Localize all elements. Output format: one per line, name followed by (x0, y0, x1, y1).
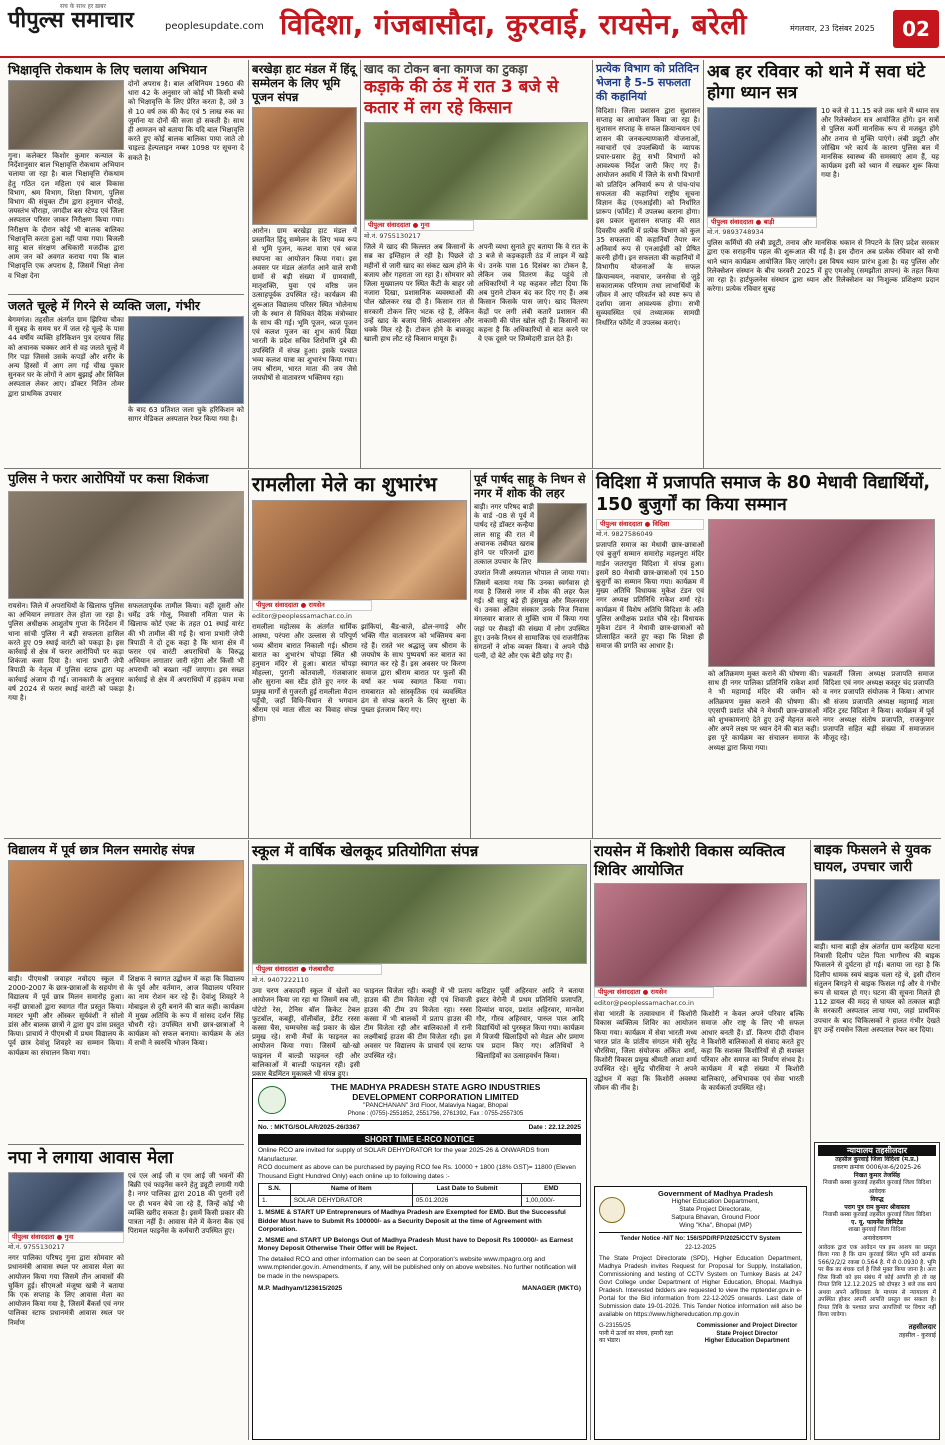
notice-text: 1. MSME & START UP Entrepreneurs of Madhya Pradesh are Exempted for EMD. But the Successful Bidder Must have to Submit Rs 100000/- as a Security Deposit at the time of Agreement with Corporation. (258, 1209, 566, 1234)
gov-address: Satpura Bhavan, Ground Floor (671, 1214, 760, 1221)
reporter-mobile: मो.नं. 9755130217 (364, 232, 421, 240)
notice-subtitle: तहसील कुरवाई जिला विदिशा (म.प्र.) (835, 1156, 919, 1163)
story-ramlila-fair (252, 472, 467, 836)
newspaper-logo: पीपुल्स समाचार (8, 8, 134, 33)
table-cell: SOLAR DEHYDRATOR (290, 1195, 412, 1207)
versus: विरुद्ध (870, 1195, 884, 1203)
story-obituary (474, 472, 589, 836)
table-cell: 05.01.2026 (412, 1195, 522, 1207)
notice-ref: No. : MKTG/SOLAR/2025-26/3367 (258, 1124, 360, 1131)
story-meditation-session (707, 62, 939, 466)
tender-text: The State Project Directorate (SPD), Higher Education Department, Madhya Pradesh invites Request for Proposal for Supply, Installation, Commissioning and testing of CCTV System on Turnkey Basis at 247 Govt College under Department of Higher Education, Bhopal, Madhya Pradesh. Interested bidders are requested to view the mptender.gov.in e-Portal for the Bid information from 22-12-2025 onwards. Last date of Submission date 19-01-2026. This Tender Notice information will also be available on https://www.highereducation.mp.gov.in (599, 1255, 802, 1319)
headline: पूर्व पार्षद साहू के निधन से नगर में शोक की लहर (474, 472, 586, 500)
slogan: पानी में ऊर्जा का संचय, हमारी रक्षा का भंडार। (599, 1330, 673, 1345)
column-rule (592, 470, 593, 838)
headline: पुलिस ने फरार आरोपियों पर कसा शिकंजा (8, 472, 209, 487)
story-photo (252, 500, 467, 600)
story-text: प्रजापति समाज का मेधावी छात्र-छात्राओं एवं बुजुर्ग सम्मान समारोह महलपुरा मंदिर गार्डन जतरापुरा विदिशा में संपन्न हुआ। इसमें 80 मेधावी छात्र-छात्राओं एवं 150 बुजुर्गों का सम्मान किया गया। कार्यक्रम में मुख्य अतिथि विधायक मुकेश टंडन एवं नगर अध्यक्ष प्रतिनिधि राकेश शर्मा रहे। कार्यक्रम में विशेष अतिथि विदिशा के अति पुलिस अधीक्षक प्रशांत चौबे रहे। विधायक मुकेश टंडन ने मेधावी छात्र-छात्राओं को प्रोत्साहित करते हुए कहा कि शिक्षा ही समाज की प्रगति का आधार है। (596, 541, 704, 651)
company-name: ए. यू. फायनेंस लिमिटेड (851, 1219, 903, 1226)
gov-address: Wing "Kha", Bhopal (MP) (679, 1222, 752, 1229)
reporter-email: editor@peoplessamachar.co.in (252, 612, 352, 620)
story-photo (594, 883, 807, 987)
logo-tagline: सच के साथ हर ख़बर (60, 3, 106, 10)
story-housing-fair (8, 1144, 244, 1440)
story-fertilizer-token (364, 62, 588, 466)
reporter-mobile: मो.नं. 9827586049 (596, 530, 653, 538)
photo-caption: पीपुल्स संवाददाता ● गुना (368, 221, 430, 229)
ad-gov-tender (594, 1186, 807, 1440)
story-text: बाड़ी। थाना बाड़ी क्षेत्र अंतर्गत ग्राम करहिया घटना निवासी दिलीप पटेल पिता भागीरथ की बाइक फिसलने से दुर्घटना हो गई। बताया जा रहा है कि दिलीप धामक स्वयं बाइक चला रहे थे, इसी दौरान संतुलन बिगड़ने से बाइक फिसल गई और वे गंभीर रूप से घायल हो गए। घटना की सूचना मिलते ही 112 डायल की मदद से घायल को तत्काल बाड़ी के सरकारी अस्पताल लाया गया, जहां प्राथमिक उपचार के बाद चिकित्सकों ने हालत गंभीर देखते हुए उन्हें रायसेन जिला अस्पताल रेफर कर दिया। (814, 943, 940, 1034)
headline: बाइक फिसलने से युवक घायल, उपचार जारी (814, 842, 931, 875)
headline: कड़ाके की ठंड में रात 3 बजे से कतार में लग रहे किसान (364, 77, 559, 118)
story-photo (252, 864, 587, 964)
story-text: अपनी व्यथा सुनाते हुए बताया कि वे रात के 3 बजे से कड़कड़ाती ठंड में लाइन में खड़े थे। उनके पास 16 दिसंबर का टोकन है, लेकिन जब वितरण केंद्र पहुंचे तो अधिकारियों ने यह कहकर लौटा दिया कि अब पुराने टोकन बंद कर दिए गए हैं। अब किसान किसके पास जाएं। खाद वितरण केंद्रों पर लगी लंबी कतारें प्रशासन की नाकामी की पोल खोल रही हैं। किसानों का कहना है कि अधिकारियों से बात करने पर वे एक दूसरे पर जिम्मेदारी डाल देते हैं। (478, 243, 588, 344)
story-text: के बाद 63 प्रतिशत जला चुके हरिकिशन को सागर मेडिकल अस्पताल रेफर किया गया है। (128, 406, 244, 424)
story-begging-campaign (8, 62, 244, 280)
agro-emblem-icon (258, 1086, 286, 1114)
story-stove-burn (8, 294, 244, 466)
headline: भिक्षावृत्ति रोकथाम के लिए चलाया अभियान (8, 62, 207, 77)
table-header: EMD (522, 1184, 581, 1196)
ad-code: M.P. Madhyam/123615/2025 (258, 1285, 343, 1293)
notice-text: The detailed RCO and other information can be seen at Corporation's website www.mpagro.org and www.mptender.gov.in. Amendments, if any, will be published only on above websites. No further notification will be made in the newspapers. (258, 1255, 577, 1280)
headline: विद्यालय में पूर्व छात्र मिलन समारोह संपन्न (8, 842, 195, 857)
story-photo (8, 860, 244, 972)
story-text: आरोन। ग्राम बरखेड़ा हाट मंडल में प्रस्तावित हिंदू सम्मेलन के लिए भव्य रूप से भूमि पूजन, कलश यात्रा एवं ध्वज स्थापना का आयोजन किया गया। इस अवसर पर मंडल अंतर्गत आने वाले सभी ग्रामों से बड़ी संख्या में ग्रामवासी, मातृशक्ति, युवा एवं वरिष्ठ जन उत्साहपूर्वक उपस्थित रहे। कार्यक्रम की शुरूआत विद्यालय परिसर स्थित भोलेनाथ जी के स्थान से विधिवत वैदिक मंत्रोच्चार के साथ की गई। भूमि पूजन, ध्वज पूजन एवं कलश पूजन का शुभ कार्य विद्या भारती के प्रदेश सचिव शिरोमणि दुबे की उपस्थिति में संपन्न हुआ। इसके पश्चात भव्य कलश यात्रा का शुभारंभ किया गया। जय श्रीराम, भारत माता की जय जैसे जयघोषों से वातावरण भक्तिमय रहा। (252, 227, 357, 383)
table-row (259, 1195, 581, 1207)
photo-caption: पीपुल्स संवाददाता ● गंजबासौदा (256, 965, 334, 973)
story-kishori-camp (594, 842, 807, 1182)
column-rule (592, 60, 593, 468)
row-rule (4, 838, 941, 839)
tender-date: 22-12-2025 (685, 1245, 716, 1252)
story-photo (252, 107, 357, 225)
notice-date: Date : 22.12.2025 (528, 1124, 581, 1131)
story-text: दोनों अपराध है। बाल अधिनियम 1960 की धारा 42 के अनुसार जो कोई भी किसी बच्चे को भिक्षावृत्ति के लिए प्रेरित करता है, उसे 3 से 10 वर्ष तक की कैद एवं 5 लाख रुक का जुर्माना या दोनों की सजा हो सकती है। साथ ही आमजन को बताया कि यदि बाल भिक्षावृत्ति करते हुए कोई बालक बालिका पाया जाते तो चाइल्ड हेल्पलाइन नम्बर 1098 पर सूचना दे सकते है। (128, 80, 244, 162)
date-line: मंगलवार, 23 दिसंबर 2025 (790, 24, 875, 33)
story-text: 10 बजे से 11.15 बजे तक थाने में ध्यान सत्र और रिलेक्सेशन सत्र आयोजित होंगे। इन सत्रों से पुलिस कर्मी मानसिक रूप से मजबूत होंगे और तनाव से मुक्ति पाएंगे। लंबी ड्यूटी और जोखिम भरे कार्य के कारण पुलिस बल में मानसिक स्वास्थ्य की समस्याएं आम हैं, यह कार्यक्रम इसी को ध्यान में रखकर शुरू किया गया है। (821, 107, 939, 180)
region-title: विदिशा, गंजबासौदा, कुरवाई, रायसेन, बरेली (280, 8, 747, 41)
story-text: कटिहार पूर्वी अहिरवार आदि ने बताया इस्टर वेरोनी में प्रथम प्रतिनिधि प्रजापति, दिव्यांश यादव, प्रशांत अहिरवार, मानवेश गौर, गौरव अहिरवार, पारुल पाल आदि विद्यार्थियों को पुरस्कृत किया गया। कार्यक्रम में विजयी खिलाड़ियों को मेडल और प्रमाण पत्र प्रदान किए गए। अतिथियों ने खिलाड़ियों का उत्साहवर्धन किया। (476, 987, 584, 1060)
gov-title: Government of Madhya Pradesh (657, 1189, 774, 1198)
signatory-location: तहसील - कुरवाई (898, 1331, 936, 1339)
story-text: किशोरी न केवल अपने परिवार बल्कि समाज और राष्ट्र के लिए भी सफल आधार बनती हैं। डॉ. किरण दीदी दीवान ने किशोरी बालिकाओं से संवाद करते हुए कहा कि सशक्त किशोरियों से ही सशक्त परिवार और समाज का निर्माण संभव है। कार्यक्रम में बड़ी संख्या में किशोरी बालिकाएं, अभिभावक एवं सेवा भारती के कार्यकर्ता उपस्थित रहे। (701, 1010, 804, 1092)
column-rule (360, 60, 361, 468)
headline: स्कूल में वार्षिक खेलकूद प्रतियोगिता संपन्न (252, 842, 479, 860)
headline: रायसेन में किशोरी विकास व्यक्तित्व शिविर आयोजित (594, 842, 785, 879)
org-address: "PANCHANAN" 3rd Floor, Malaviya Nagar, Bhopal (363, 1102, 508, 1109)
story-text: फाइनल विजेता रही। कबड्डी में भी प्रताप हाउस की टीम विजेता रही एवं शिवाजी हाउस की टीम उप विजेता रहा। रस्सा कस्सा में भी बालकों में प्रताप हाउस की टीम विजेता रही और बालिकाओं में रानी लक्ष्मीबाई हाउस की टीम विजेता रही। इस अवसर पर विद्यालय के प्राचार्य एवं स्टाफ उपस्थित रहे। (364, 987, 472, 1060)
headline: नपा ने लगाया आवास मेला (8, 1148, 174, 1168)
org-name: THE MADHYA PRADESH STATE AGRO INDUSTRIES (330, 1082, 541, 1092)
court-notice (814, 1142, 940, 1440)
respondent-address: निवासी कस्बा कुरवाई तहसील कुरवाई जिला विदिशा (823, 1211, 931, 1218)
reporter-mobile: मो.नं. 9407222110 (252, 976, 309, 984)
story-prajapati-samaj (596, 472, 939, 836)
masthead (0, 0, 945, 58)
gov-dept: Higher Education Department, (671, 1198, 760, 1205)
headline: रामलीला मेले का शुभारंभ (252, 472, 437, 496)
story-bike-accident (814, 842, 940, 1140)
photo-caption: पीपुल्स संवाददाता ● रायसेन (256, 601, 325, 609)
story-text: उमा चरण अकादमी स्कूल में खेलों का आयोजन किया जा रहा था जिसमें सब जी, पोटेटो रेस, टेनिस बॉल क्रिकेट टेबल फुटबॉल, कबड्डी, वॉलीबॉल, डेरीट रस्सा कस्सा चैस, चम्मचरेस कई प्रकार के खेल प्रमुख रहे। सभी मैचों के फाइनल का आयोजन किया गया। जिसमें खो-खो फाइनल में बाल्डी फाइनल रही और बालिकाओं में बाल्डी फाइनल रही। इसी प्रकार बैडमिंटन मुकाबले भी संपन्न हुए। (252, 987, 360, 1079)
column-rule (590, 840, 591, 1440)
column-rule (810, 840, 811, 1440)
ad-agro-tender (252, 1078, 587, 1440)
headline: अब हर रविवार को थाने में सवा घंटे होगा ध्यान सत्र (707, 62, 926, 103)
story-text: शिक्षक ने स्वागत उद्बोधन में कहा कि विद्यालय के पूर्व और वर्तमान, आज विद्यालय परिवार का नाम रोशन कर रहे हैं। देवांशु शिवहरे ने मोबाइल से दूरी बनाने की बात कही। कार्यक्रम में मुख्य अतिथि के रूप में सांसद दर्शन सिंह चौधरी रहे। उपस्थित सभी छात्र-छात्राओं ने कार्यक्रम को सफल बनाया। कार्यक्रम के अंत में सभी ने स्वरुचि भोजन किया। (128, 975, 244, 1048)
column-rule (703, 60, 704, 468)
notice-title: न्यायालय तहसीलदार (818, 1145, 936, 1156)
company-address: शाखा कुरवाई जिला विदिशा (848, 1227, 906, 1233)
photo-caption: पीपुल्स संवाददाता ● गुना (12, 1233, 74, 1241)
story-text: बाड़ी। पीएमश्री जवाहर नवोदय स्कूल में 2000-2007 के छात्र-छात्राओं के सहयोग से विद्यालय में पूर्व छात्र मिलन समारोह हुआ। नन्हीं छात्राओं द्वारा स्वागत गीत प्रस्तुत किया। मास्टर भूमी और ऑस्कर सूर्यवंशी ने सोलो डांस और बालक छात्रों ने द्वारा ग्रुप डांस प्रस्तुत किया। प्राचार्य ने पीएमश्री में प्रथम विद्यालय के पूर्व छात्र देवांशु शिवहरे का सम्मान किया। कार्यक्रम का संचालन किया गया। (8, 975, 124, 1057)
headline: बरखेड़ा हाट मंडल में हिंदू सम्मेलन के लिए भूमि पूजन संपन्न (252, 62, 356, 104)
ad-code: G-23155/25 (599, 1323, 631, 1330)
story-school-sports (252, 842, 587, 1079)
story-photo (128, 316, 244, 404)
story-photo (8, 491, 244, 599)
notice-text: आवेदक द्वारा एक आवेदन पत्र इस आशय का प्रस्तुत किया गया है कि ग्राम कुरवाई स्थित भूमि सर्वे क्रमांक 566/2/2/2 रकबा 0.564 है. में से 0.0930 है. भूमि पर बैंक का बंधक दर्ज है जिसे मुक्त किया जाना है। अतः जिस किसी को इस संबंध में कोई आपत्ति हो तो वह नियत तिथि 12.12.2025 को दोपहर 3 बजे तक स्वयं अथवा अपने अधिवक्ता के माध्यम से न्यायालय में उपस्थित होकर अपनी आपत्ति प्रस्तुत कर सकता है। नियत तिथि के पश्चात प्राप्त आपत्तियों पर विचार नहीं किया जावेगा। (818, 1244, 936, 1318)
headline: प्रत्येक विभाग को प्रतिदिन भेजना है 5-5 सफलता की कहानियां (596, 62, 699, 103)
story-text: नगर पालिका परिषद गुना द्वारा सोमवार को प्रधानमंत्री आवास स्थल पर आवास मेला का आयोजन किया गया जिसमें तीन आवासों की चुकिंग हुई। सीएमओ मंजूषा खत्री ने बताया कि एक सप्ताह के लिए आवास मेला का आयोजन किया गया है, जिसमें बैंकर्स एवं नगर पालिका स्टाफ प्रधानमंत्री आवास स्थल पर निर्माण (8, 1254, 124, 1327)
story-photo (364, 122, 588, 220)
story-success-stories (596, 62, 700, 466)
reporter-mobile: मो.नं. 9893748934 (707, 228, 764, 236)
story-text: जिले में खाद की किल्लत अब किसानों के सब्र का इम्तिहान ले रही है। पिछले दो महीनों से जारी खाद का संकट खत्म होने के बजाय और गहराता जा रहा है। सोमवार को जिला मुख्यालय पर स्थित कैंटी के बाहर जो नजारा दिखा, प्रशासनिक व्यवस्थाओं की पोल खोलकर रख दी है। किसान रात से सरकारी टोकन लिए भटक रहे हैं, लेकिन उन्हें खाद के बजाय सिर्फ आश्वासन और धक्के मिल रहे हैं। टोकन होने के बावजूद खाली हाथ लौट रहे किसान मायूस हैं। (364, 243, 474, 344)
column-rule (470, 470, 471, 838)
tender-number: Tender Notice -NIT No: 156/SPD/RFP/2025/CCTV System (620, 1236, 781, 1242)
story-text: सफलतापूर्वक तामील किया। वहीं दूसरी ओर धर्मेंद्र उर्फ गोलू, निवासी नमिता पाल के खिलाफ कोर्ट एक्ट के तहत 01 स्थाई वारंट की भी तामील की गई है। थाना प्रभारी जेपी त्रिपाठी ने दो टूक कहा है कि थाना क्षेत्र में फरार एवं वारंटी अपराधियों के विरुद्ध अभियान लगातार जारी रहेगा और किसी भी अपराधी को बख्शा नहीं जाएगा। इस सख्त कार्रवाई से क्षेत्र में अपराधियों में हड़कंप मचा है। (128, 602, 244, 693)
story-bhoomi-pujan (252, 62, 357, 466)
applicant-role: आवेदक (868, 1187, 886, 1195)
story-text: एवं एल आई जी व एम आई जी भवनों की बिक्री एवं फाइनेंस करने हेतु ड्यूटी लगायी गयी है। नगर पालिका द्वारा 2018 की पुरानी दरों पर ही भवन बेचे जा रहे हैं, जिन्हें कोई भी व्यक्ति खरीद सकता है। इसमें किसी प्रकार की पात्रता नहीं है। आवास मेले में केनरा बैंक एवं पिरामल फाइनेंस के कर्मचारी उपस्थित हुए। (128, 1172, 244, 1236)
story-text: को अतिक्रमण मुक्त कराने की घोषणा की। साथ ही नगर पालिका प्रतिनिधि राकेश शर्मा ने भी महामाई मंदिर की जमीन को अतिक्रमण मुक्त कराने की घोषणा की। एएसपी प्रशांत चौबे ने मेधावी छात्र-छात्राओं को शुभकामनाएं देते हुए उन्हें मेहनत करने और अपने लक्ष्य पर ध्यान देने की बात कही। इस पूरे कार्यक्रम का संचालन समाज के अध्यक्ष द्वारा किया गया। (708, 670, 819, 752)
table-cell: 1. (259, 1195, 291, 1207)
story-photo (814, 879, 940, 941)
notice-text: 2. MSME and START UP Belongs Out of Madhya Pradesh Must have to Deposit Rs 100000/- as Earnest Money Deposit Otherwise Their Offer will be Reject. (258, 1236, 574, 1253)
story-photo (8, 80, 124, 150)
case-number: प्रकरण क्रमांक 0006/अ-6/2025-26 (833, 1164, 921, 1171)
website-link[interactable]: peoplesupdate.com (165, 21, 264, 32)
page-number: 02 (893, 10, 939, 48)
story-police-crackdown (8, 472, 244, 836)
story-text: विदिशा। जिला प्रशासन द्वारा सुशासन सप्ताह का आयोजन किया जा रहा है। सुशासन सप्ताह के सफल क्रियान्वयन एवं शासन की जनकल्याणकारी योजनाओं, नवाचारों एवं उपलब्धियों के व्यापक प्रचार-प्रसार हेतु सभी विभागों को आवश्यक निर्देश जारी किए गए हैं। आयोजन अवधि में जिले के सभी विभागों को प्रतिदिन अनिवार्य रूप से पांच-पांच सफलता की कहानियां राष्ट्रीय सूचना विज्ञान केंद्र (एनआईसी) को निर्धारित प्रारूप (फॉर्मेट) में उपलब्ध कराना होगा। इस प्रकार सुशासन सप्ताह की सात दिवसीय अवधि में प्रत्येक विभाग को कुल 35 सफलता की कहानियाँ तैयार कर अनिवार्य रूप से एनआईसी को प्रेषित करनी होंगी। इन सफलता की कहानियों में विभागीय योजनाओं के सफल क्रियान्वयन, नवाचार, जनसेवा से जुड़े सकारात्मक परिणाम तथा लाभार्थियों के जीवन में आए परिवर्तन को स्पष्ट रूप से दर्शाया जाना आवश्यक होगा। सभी सुव्यवस्थित एवं तथ्यात्मक सामग्री निर्धारित फॉर्मेट में उपलब्ध कराएं। (596, 107, 700, 327)
org-name: DEVELOPMENT CORPORATION LIMITED (352, 1092, 519, 1102)
headline: जलते चूल्हे में गिरने से व्यक्ति जला, गंभीर (8, 298, 201, 313)
table-header: Name of Item (290, 1184, 412, 1196)
story-text: झांकियां, बैंड-बाजे, ढोल-नगाड़े और भक्ति गीत वातावरण को भक्तिमय बना रहे हैं। रास्ते भर श्रद्धालु जय श्रीराम के जयघोष के साथ पुष्पवर्षा कर बारात का स्वागत कर रहे हैं। इस अवसर पर किरण समाज द्वारा श्रीराम बारात पर फूलों की वर्षा कर भव्य स्वागत किया गया। रामबारात को सांस्कृतिक एवं व्यवस्थित ढंग से संपन्न कराने के लिए सुरक्षा के पुख्ता इंतजाम किए गए। (361, 623, 466, 715)
kicker: खाद का टोकन बना कागज का टुकड़ा (364, 62, 528, 76)
signatory: Higher Education Department (704, 1338, 790, 1345)
notice-text: Online RCO are invited for supply of SOLAR DEHYDRATOR for the year 2025-26 & ONWARDS from Manufacturer. (258, 1147, 550, 1163)
column-rule (248, 470, 249, 838)
story-text: रायसेन। जिले में अपराधियों के खिलाफ पुलिस का अभियान लगातार तेज होता जा रहा है। पुलिस अधीक्षक आशुतोष गुप्ता के निर्देशन में थाना सांची पुलिस ने बड़ी सफलता हासिल करते हुए 09 स्थाई वारंटी को पकड़ा है। इस कार्रवाई से क्षेत्र में फरार आरोपियों पर कड़ा शिकंजा कसा दिया है। थाना प्रभारी जेपी त्रिपाठी के नेतृत्व में पुलिस स्टाफ द्वारा यह कार्रवाई अंजाम दी गई। जानकारी के अनुसार वर्ष 2024 से फरार स्थाई वारंटी को पकड़ा गया है। (8, 602, 124, 703)
table-header: S.N. (259, 1184, 291, 1196)
headline: विदिशा में प्रजापति समाज के 80 मेधावी विद्यार्थियों, 150 बुजुर्गों का किया सम्मान (596, 473, 931, 515)
photo-caption: पीपुल्स संवाददाता ● रायसेन (598, 988, 667, 996)
portrait-photo (537, 503, 587, 563)
signatory: MANAGER (MKTG) (522, 1285, 581, 1293)
story-text: पुलिस कर्मियों की लंबी ड्यूटी, तनाव और मानसिक थकान से निपटने के लिए प्रदेश सरकार द्वारा एक सराहनीय पहल की शुरूआत की गई है। इस दौरान अब प्रत्येक रविवार को सभी थाने ध्यान कार्यक्रम आयोजित किए जाएंगे। इस विषय ध्यान प्रारंभ हुआ है। यह पुलिस और रिलेक्सेशन संस्थान के बीच फरवरी 2025 में हुए एमओयू (समझौता ज्ञापन) के तहत किया जा रहा है। हार्टफुलनेस संस्थान द्वारा ध्यान और रिलेक्सेशन का निःशुल्क प्रशिक्षण प्रदान करेगा। प्रत्येक रविवार सुबह (707, 239, 939, 294)
reporter-mobile: मो.नं. 9755130217 (8, 1243, 65, 1251)
tender-table (258, 1183, 581, 1207)
column-rule (248, 840, 249, 1440)
story-text: बेगमगंज। तहसील अंतर्गत ग्राम झिरिया चौका में सुबह के समय घर में जल रहे चूल्हे के पास 44 वर्षीय व्यक्ति हरिकिशन पुत्र दरयाव सिंह को अचानक चक्कर आने से वह जलते चूल्हे में गिर पड़ा जिससे उसके कपड़ों और शरीर के अन्य हिस्सों में आग लग गई चीख पुकार सुनकर घर के लोगों ने आग बुझाई और सिविल अस्पताल लेकर आए। डॉक्टर नितिन तोमर द्वारा प्राथमिक उपचार (8, 316, 124, 398)
gov-dept: State Project Directorate, (679, 1206, 752, 1213)
applicant-name: निखत कुमार तेजसिंह (853, 1172, 901, 1179)
story-text: गुना। कलेक्टर किशोर कुमार कन्याल के निर्देशानुसार बाल भिक्षावृत्ति रोकथाम अभियान चलाया जा रहा है। बाल भिक्षावृत्ति रोकथाम हेतु गठित दल महिला एवं बाल विकास विभाग, श्रम विभाग, शिक्षा विभाग, पुलिस विभाग की संयुक्त टीम द्वारा हनुमान चौराहे, जयस्तंभ चौराहा, जगदीश बस स्टेण्ड एवं जिला अस्पताल परिसर जाकर निरीक्षण किया गया। निरीक्षण के दौरान कोई भी बालक बालिका भिक्षावृत्ति करता हुआ नहीं पाया गया। बिजली साहू बाल संरक्षण अधिकारी मजदीक द्वारा आम जन को अवगत कराया गया कि बाल भिक्षावृत्ति एक अपराध है, जिसमें भिक्षा लेना व भिक्षा देना (8, 152, 124, 280)
notice-title: SHORT TIME E-RCO NOTICE (258, 1134, 581, 1145)
story-photo (708, 519, 935, 667)
signatory: तहसीलदार (908, 1322, 936, 1331)
column-rule (248, 60, 249, 468)
photo-caption: पीपुल्स संवाददाता ● विदिशा (600, 520, 670, 528)
story-text: बाड़ी। नगर परिषद बाड़ी के वार्ड -08 से पूर्व में पार्षद रहे डॉक्टर कन्हैया लाल साहू की रात में अचानक तबीयत खराब होने पर परिजनों द्वारा तत्काल उपचार के लिए (474, 503, 534, 567)
story-text: रामलीला महोत्सव के अंतर्गत धार्मिक आस्था, परंपरा और उल्लास से परिपूर्ण भव्य श्रीराम बारात निकाली गई। श्रीराम बारात का शुभारंभ चोपड़ा स्थित श्री हनुमान मंदिर से हुआ। बारात चोपड़ा मोहल्ला, पुरानी कोतवाली, गंजबाजार और सुराना बस स्टैंड होते हुए नगर के प्रमुख मार्गों से गुजरती हुई रामलीला मैदान पहुँची, जहाँ विधि-विधान से भगवान श्रीराम एवं माता सीता का विवाह संपन्न होगा। (252, 623, 357, 724)
story-text: चक्रवर्ती जिला अध्यक्ष प्रजापति समाज विदिशा एवं नगर अध्यक्ष कस्तूर चंद प्रजापति व नगर प्रजापति संयोजक ने किया। आभार श्री संजय प्रजापति अध्यक्ष महामाई माता मंदिर ट्रस्ट विदिशा ने किया। कार्यक्रम में पूर्व नगर अध्यक्ष संतोष प्रजापति, राजकुमार प्रजापति सहित बड़ी संख्या में समाजजन मौजूद रहे। (823, 670, 934, 743)
story-text: सेवा भारती के तत्वावधान में किशोरी विकास व्यक्तित्व शिविर का आयोजन किया गया। कार्यक्रम में सेवा भारती मध्य भारत प्रांत के प्रांतीय संगठन मंत्री सुरेंद्र चौरसिया, जिला संयोजक अंकित शर्मा, किशोरी विकास प्रमुख श्रीमती आशा शर्मा उपस्थित रहे। सुरेंद्र चौरसिया ने अपने उद्बोधन में कहा कि किशोरी अवस्था जीवन की नींव है। (594, 1010, 697, 1092)
org-phone: Phone : (0755)-2551852, 2551756, 2761392, Fax : 0755-2557305 (347, 1111, 524, 1117)
notice-text: RCO document as above can be purchased by paying RCO fee Rs. 10000 + 1800 (18% GST)= 11800 (Eleven Thousand Eight Hundred Only) each online up to following dates :- (258, 1164, 576, 1180)
photo-caption: पीपुल्स संवाददाता ● बाड़ी (711, 218, 775, 226)
gov-emblem-icon (599, 1197, 625, 1223)
row-rule (4, 468, 941, 469)
story-photo (8, 1172, 124, 1232)
respondent-name: पराग पुत्र राम कुमार श्रीवास्तव (844, 1203, 910, 1211)
story-text: उपरांत निजी अस्पताल भोपाल ले जाया गया। जिसमें बताया गया कि उनका स्वर्गवास हो गया है जिससे नगर में शोक की लहर फैल गई। श्री साहू बड़े ही हंसमुख और मिलनसार थे। उनका अंतिम संस्कार उनके निज निवास मंगलवार बाजार से मुक्ति धाम में किया गया जहां पर सैकड़ों की संख्या में लोग उपस्थित हुए। उनके निधन से सामाजिक एवं राजनीतिक संगठनों ने शोक व्यक्त किया। वे अपने पीछे पत्नी, दो बेटे और एक बेटी छोड़ गए हैं। (474, 569, 589, 661)
signatory: State Project Director (716, 1330, 778, 1337)
story-photo (707, 107, 817, 217)
table-header: Last Date to Submit (412, 1184, 522, 1196)
story-alumni-meet (8, 842, 244, 1142)
applicant-address: निवासी कस्बा कुरवाई तहसील कुरवाई जिला विदिशा (823, 1180, 931, 1186)
signatory: Commissioner and Project Director (696, 1323, 798, 1330)
respondent-role: अनावेदकगण (862, 1234, 892, 1242)
reporter-email: editor@peoplessamachar.co.in (594, 999, 694, 1007)
table-cell: 1,00,000/- (522, 1195, 581, 1207)
